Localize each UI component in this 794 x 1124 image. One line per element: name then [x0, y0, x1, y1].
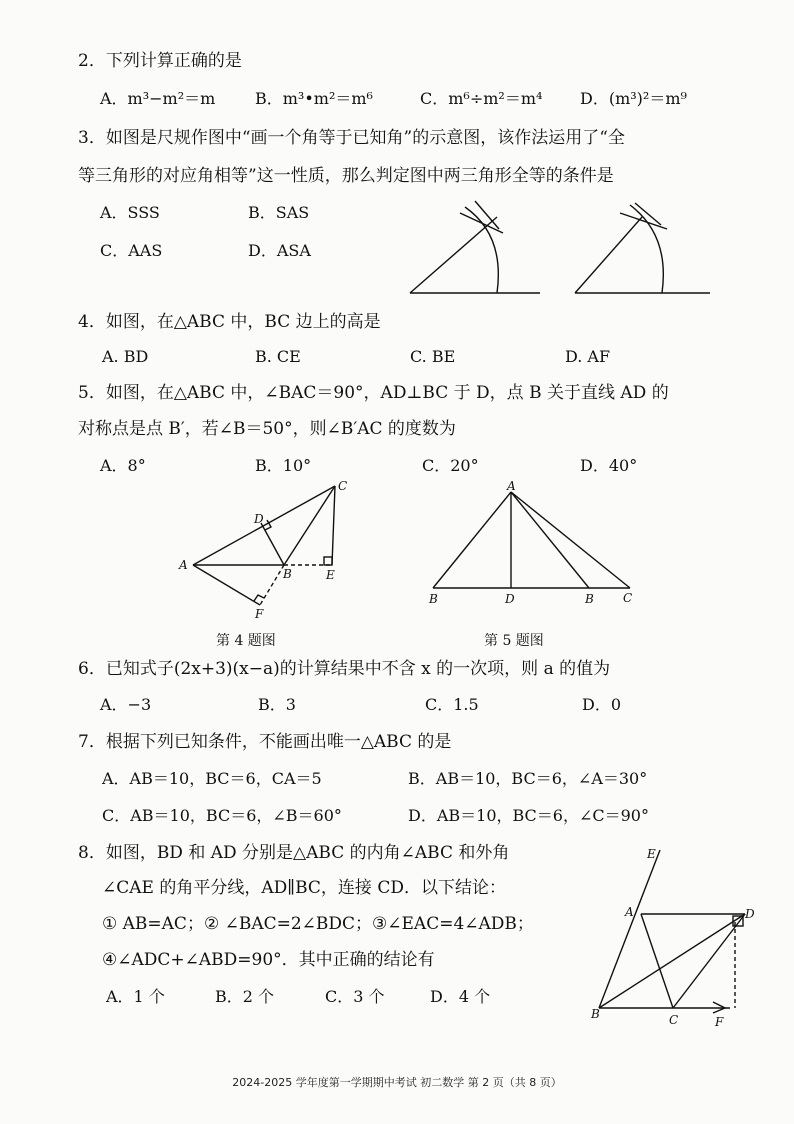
q5-option-c: C．20°: [422, 456, 479, 475]
q8-option-b: B．2 个: [215, 987, 275, 1006]
q5-stem-line2: 对称点是点 B′，若∠B＝50°，则∠B′AC 的度数为: [78, 419, 456, 439]
q2-option-a: A．m³−m²＝m: [100, 89, 216, 108]
q5-stem-line1: 5．如图，在△ABC 中，∠BAC＝90°，AD⊥BC 于 D，点 B 关于直线 AD 的: [78, 383, 669, 403]
q8-stem-line4: ④∠ADC+∠ABD=90°．其中正确的结论有: [102, 950, 435, 970]
q4-label-a: A: [179, 558, 188, 572]
q6-option-d: D．0: [582, 695, 622, 714]
q8-option-c: C．3 个: [325, 987, 385, 1006]
q8-stem-line2: ∠CAE 的角平分线，AD∥BC，连接 CD．以下结论：: [102, 878, 506, 898]
q3-stem-line2: 等三角形的对应角相等”这一性质，那么判定图中两三角形全等的条件是: [78, 166, 614, 186]
q5-option-b: B．10°: [255, 456, 312, 475]
q3-option-d: D．ASA: [248, 241, 311, 260]
q6-stem: 6．已知式子(2x+3)(x−a)的计算结果中不含 x 的一次项，则 a 的值为: [78, 659, 611, 679]
q4-option-c: C. BE: [410, 347, 456, 366]
q8-stem-line1: 8．如图，BD 和 AD 分别是△ABC 的内角∠ABC 和外角: [78, 843, 510, 863]
q8-label-d: D: [745, 907, 755, 921]
q8-option-a: A．1 个: [106, 987, 165, 1006]
q5-label-b: B: [429, 592, 438, 606]
q6-option-c: C．1.5: [425, 695, 479, 714]
q4-label-b: B: [283, 567, 292, 581]
q3-stem-line1: 3．如图是尺规作图中“画一个角等于已知角”的示意图，该作法运用了“全: [78, 128, 625, 148]
q4-label-d: D: [254, 512, 264, 526]
q3-figure-left: [410, 201, 540, 293]
q2-stem: 2．下列计算正确的是: [78, 51, 242, 71]
q5-label-d: D: [505, 592, 515, 606]
page-footer: 2024-2025 学年度第一学期期中考试 初二数学 第 2 页（共 8 页）: [232, 1076, 562, 1089]
q7-stem: 7．根据下列已知条件，不能画出唯一△ABC 的是: [78, 732, 452, 752]
q3-figure-right: [575, 203, 710, 293]
q2-option-b: B．m³•m²＝m⁶: [255, 89, 373, 108]
q4-option-a: A. BD: [102, 347, 149, 366]
q5-label-b-prime: B: [585, 592, 594, 606]
q5-label-c: C: [623, 591, 633, 605]
q3-option-b: B．SAS: [248, 203, 310, 222]
q8-figure: [585, 840, 770, 1030]
q2-option-c: C．m⁶÷m²＝m⁴: [420, 89, 543, 108]
q8-label-c: C: [669, 1013, 679, 1027]
q4-label-f: F: [255, 607, 264, 621]
q7-option-a: A．AB＝10，BC＝6，CA＝5: [102, 769, 322, 788]
q3-option-a: A．SSS: [100, 203, 160, 222]
q8-label-a: A: [625, 905, 634, 919]
q4-label-c: C: [338, 479, 348, 493]
q5-option-a: A．8°: [100, 456, 146, 475]
q3-figure: [405, 195, 715, 305]
q4-label-e: E: [326, 568, 335, 582]
q8-stem-line3: ① AB=AC；② ∠BAC=2∠BDC；③∠EAC=4∠ADB；: [102, 914, 534, 934]
q5-figure: [425, 478, 640, 608]
q4-figure: [175, 478, 360, 621]
q7-option-b: B．AB＝10，BC＝6，∠A＝30°: [408, 769, 648, 788]
q5-caption: 第 5 题图: [484, 633, 544, 649]
q3-option-c: C．AAS: [100, 241, 163, 260]
q7-option-c: C．AB＝10，BC＝6，∠B＝60°: [102, 806, 342, 825]
q8-label-f: F: [715, 1015, 724, 1029]
q8-label-e: E: [647, 847, 656, 861]
q4-option-b: B. CE: [255, 347, 301, 366]
q4-caption: 第 4 题图: [216, 633, 276, 649]
q8-label-b: B: [591, 1007, 600, 1021]
q4-stem: 4．如图，在△ABC 中，BC 边上的高是: [78, 312, 381, 332]
q5-option-d: D．40°: [580, 456, 638, 475]
q8-option-d: D．4 个: [430, 987, 491, 1006]
q6-option-b: B．3: [258, 695, 296, 714]
q6-option-a: A．−3: [100, 695, 152, 714]
q4-option-d: D. AF: [565, 347, 611, 366]
q7-option-d: D．AB＝10，BC＝6，∠C＝90°: [408, 806, 649, 825]
q5-label-a: A: [507, 479, 516, 493]
q2-option-d: D．(m³)²＝m⁹: [580, 89, 687, 108]
